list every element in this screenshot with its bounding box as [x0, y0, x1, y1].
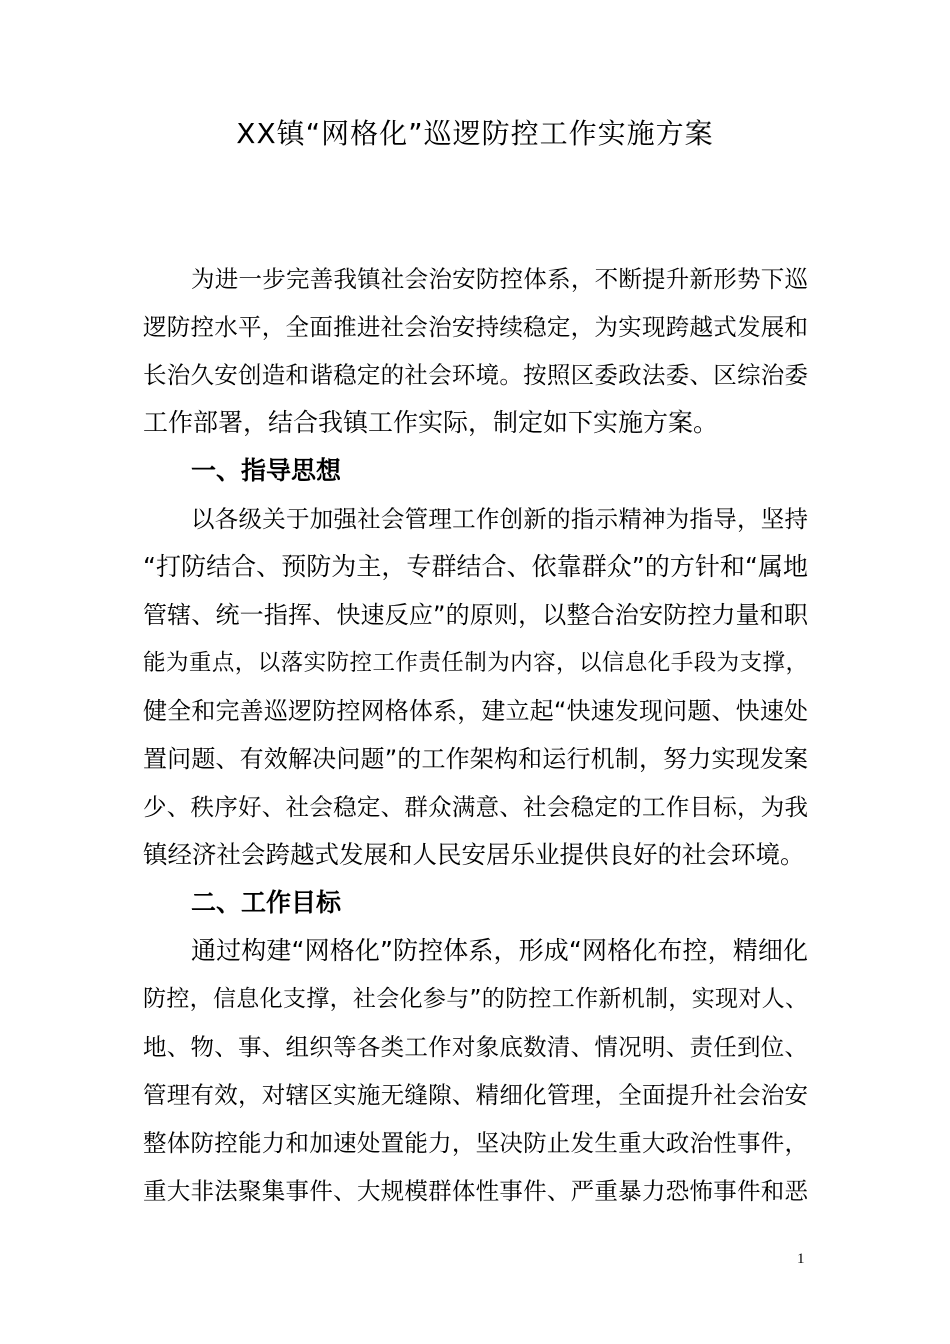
paragraph-line: 管辖、统一指挥、快速反应”的原则，以整合治安防控力量和职 — [143, 601, 808, 629]
paragraph-line: 防控，信息化支撑，社会化参与”的防控工作新机制，实现对人、 — [143, 986, 808, 1012]
paragraph-line: 镇经济社会跨越式发展和人民安居乐业提供良好的社会环境。 — [143, 840, 805, 869]
paragraph-line: 通过构建“网格化”防控体系，形成“网格化布控，精细化 — [191, 936, 808, 965]
paragraph-line: 地、物、事、组织等各类工作对象底数清、情况明、责任到位、 — [143, 1033, 808, 1061]
section-heading-guiding-ideology: 一、指导思想 — [191, 456, 342, 485]
paragraph-line: “打防结合、预防为主，专群结合、依靠群众”的方针和“属地 — [143, 552, 808, 581]
paragraph-line: 重大非法聚集事件、大规模群体性事件、严重暴力恐怖事件和恶 — [143, 1177, 808, 1205]
paragraph-line: 健全和完善巡逻防控网格体系，建立起“快速发现问题、快速处 — [143, 697, 808, 725]
intro-line: 为进一步完善我镇社会治安防控体系，不断提升新形势下巡 — [191, 265, 808, 293]
page-number: 1 — [797, 1251, 805, 1267]
paragraph-line: 整体防控能力和加速处置能力，坚决防止发生重大政治性事件， — [143, 1129, 808, 1157]
paragraph-line: 少、秩序好、社会稳定、群众满意、社会稳定的工作目标，为我 — [143, 793, 808, 821]
paragraph-line: 管理有效，对辖区实施无缝隙、精细化管理，全面提升社会治安 — [143, 1081, 808, 1109]
section-heading-work-goals: 二、工作目标 — [191, 888, 342, 917]
document-title: XX镇“网格化”巡逻防控工作实施方案 — [236, 117, 714, 150]
paragraph-line: 能为重点，以落实防控工作责任制为内容，以信息化手段为支撑， — [143, 650, 808, 676]
intro-line: 工作部署，结合我镇工作实际，制定如下实施方案。 — [143, 408, 719, 437]
paragraph-line: 以各级关于加强社会管理工作创新的指示精神为指导，坚持 — [191, 505, 808, 533]
intro-line: 逻防控水平，全面推进社会治安持续稳定，为实现跨越式发展和 — [143, 313, 808, 341]
intro-line: 长治久安创造和谐稳定的社会环境。按照区委政法委、区综治委 — [143, 361, 808, 389]
paragraph-line: 置问题、有效解决问题”的工作架构和运行机制，努力实现发案 — [143, 745, 808, 773]
